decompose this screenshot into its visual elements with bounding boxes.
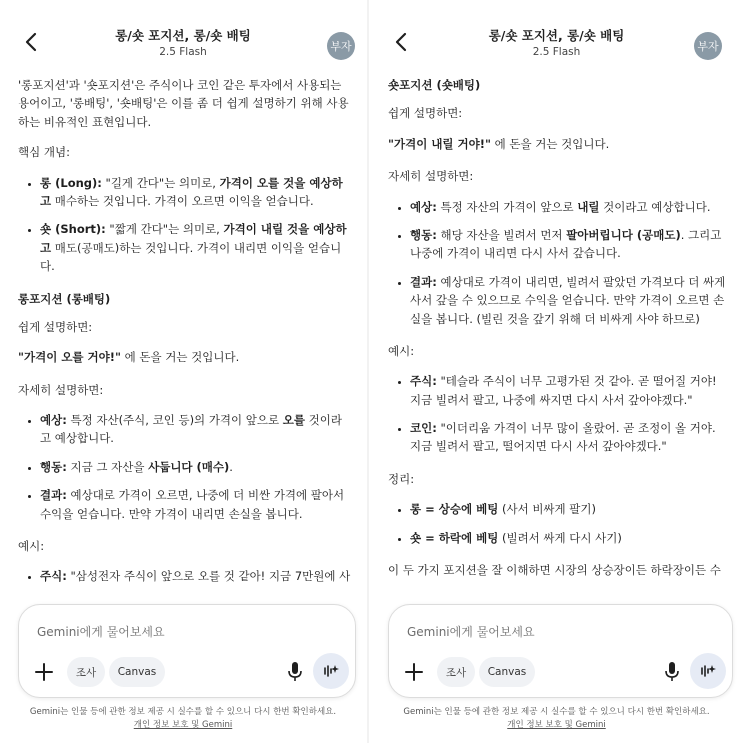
list-item-tail: 것이라고 예상합니다. (40, 413, 342, 446)
canvas-chip[interactable]: Canvas (479, 657, 535, 687)
plus-icon[interactable] (403, 661, 425, 683)
footer (370, 706, 743, 732)
live-button[interactable] (690, 653, 726, 689)
disclaimer: Gemini는 인물 등에 관한 정보 제공 시 실수를 할 수 있으니 다시 한번 확인하세요. (29, 707, 337, 717)
list-item-tail: 것이라고 예상합니다. (599, 199, 711, 214)
list-item-bold: 예상: (410, 199, 437, 214)
divider (367, 0, 369, 743)
example-label: 예시: (388, 343, 415, 358)
list-item-bold: 결과: (410, 274, 437, 289)
easy-label: 쉽게 설명하면: (18, 319, 93, 334)
sparkle-icon (699, 662, 717, 680)
list-item (410, 500, 729, 518)
list-item-bold: 행동: (410, 227, 437, 242)
list-item (40, 174, 352, 211)
example-list (388, 372, 729, 456)
list-item-text: "이더리움 가격이 너무 많이 올랐어. 곧 조정이 올 거야. 지금 빌려서 팔고, 떨어지면 다시 사서 갚아야겠다." (410, 421, 716, 454)
privacy-link[interactable]: 개인 정보 보호 및 Gemini (507, 719, 606, 730)
list-item-text: 특정 자산의 가격이 앞으로 (436, 199, 578, 214)
model-label[interactable]: 2.5 Flash (159, 46, 207, 58)
research-chip[interactable]: 조사 (437, 657, 475, 687)
closing-paragraph: 이 두 가지 포지션을 잘 이해하면 시장의 상승장이든 하락장이든 수 (388, 563, 721, 578)
list-item-text: 예상대로 가격이 오르면, 나중에 더 비싼 가격에 팔아서 수익을 얻습니다. 만약 가격이 내리면 손실을 봅니다. (40, 488, 345, 521)
list-item-bold: 숏 (Short): (40, 222, 106, 237)
prompt-box[interactable] (388, 604, 733, 698)
list-item-text: (사서 비싸게 팔기) (498, 502, 597, 517)
list-item (410, 273, 729, 328)
list-item (410, 198, 729, 216)
research-chip[interactable]: 조사 (67, 657, 105, 687)
example-label: 예시: (18, 539, 45, 554)
list-item-bold: 예상: (40, 413, 67, 428)
list-item-text: 예상대로 가격이 내리면, 빌려서 팔았던 가격보다 더 싸게 사서 갚을 수 있으므로 수익을 얻습니다. 만약 가격이 오르면 손실을 봅니다. (빌린 것을 갚기 위해 더 비싸게 사야 하므로) (410, 274, 726, 326)
privacy-link[interactable]: 개인 정보 보호 및 Gemini (133, 719, 233, 730)
list-item-tail: 매도(공매도)하는 것입니다. 가격이 내리면 이익을 얻습니다. (40, 240, 342, 274)
list-item-bold2: 오를 (282, 413, 306, 428)
list-item-bold: 롱 (Long): (40, 175, 102, 190)
prompt-input[interactable]: Gemini에게 물어보세요 (407, 625, 535, 639)
microphone-icon[interactable] (664, 661, 680, 683)
list-item (410, 529, 729, 547)
list-item-bold2: 사둡니다 (매수) (148, 459, 230, 474)
list-item-text: "짧게 간다"는 의미로, (105, 222, 224, 237)
long-heading: 롱포지션 (롱배팅) (18, 291, 111, 306)
list-item-bold: 행동: (40, 459, 67, 474)
long-quote: "가격이 오를 거야!" (18, 350, 121, 365)
list-item-text: "삼성전자 주식이 앞으로 오를 것 같아! 지금 7만원에 사 (66, 569, 351, 584)
sparkle-icon (322, 662, 340, 680)
model-label[interactable]: 2.5 Flash (532, 46, 581, 58)
list-item-bold: 코인: (410, 421, 437, 436)
list-item-text: 지금 그 자산을 (66, 459, 149, 474)
list-item (410, 372, 729, 409)
left-screen (0, 0, 366, 743)
short-quote-tail: 에 돈을 거는 것입니다. (491, 136, 610, 151)
summary-list (388, 500, 729, 547)
plus-icon[interactable] (33, 661, 55, 683)
header (370, 0, 743, 68)
long-quote-line (18, 348, 352, 366)
response-content (388, 76, 729, 589)
detail-label: 자세히 설명하면: (18, 382, 104, 397)
footer (0, 706, 366, 732)
canvas-chip[interactable]: Canvas (109, 657, 165, 687)
list-item-bold2: 팔아버립니다 (공매도) (566, 227, 681, 242)
short-heading: 숏포지션 (숏배팅) (388, 78, 481, 92)
list-item-bold2: 내릴 (577, 199, 600, 214)
list-item-text: "테슬라 주식이 너무 고평가된 것 같아. 곧 떨어질 거야! 지금 빌려서 팔고, 나중에 싸지면 다시 사서 갚아야겠다." (410, 374, 717, 407)
short-quote-line (388, 135, 729, 153)
list-item-bold: 결과: (40, 488, 67, 503)
list-item-tail: 매수하는 것입니다. 가격이 오르면 이익을 얻습니다. (51, 193, 314, 208)
list-item-text: 특정 자산(주식, 코인 등)의 가격이 앞으로 (66, 413, 283, 428)
intro-paragraph: '롱포지션'과 '숏포지션'은 주식이나 코인 같은 투자에서 사용되는 용어이고, '롱배팅', '숏배팅'은 이를 좀 더 쉽게 설명하기 위해 사용하는 비유적인 표현입니다. (18, 78, 349, 129)
response-content (18, 76, 352, 600)
list-item-tail: . (229, 459, 233, 474)
core-label: 핵심 개념: (18, 145, 70, 160)
detail-list (18, 411, 352, 523)
list-item-bold2: 가격이 내릴 것을 예상하고 (40, 222, 347, 255)
core-list (18, 174, 352, 276)
prompt-box[interactable] (18, 604, 356, 698)
avatar[interactable]: 부자 (327, 32, 355, 60)
chat-title: 롱/숏 포지션, 롱/숏 배팅 (488, 28, 625, 43)
live-button[interactable] (313, 653, 349, 689)
list-item-text: "길게 간다"는 의미로, (101, 175, 220, 190)
microphone-icon[interactable] (287, 661, 303, 683)
summary-label: 정리: (388, 471, 415, 486)
list-item (410, 419, 729, 456)
disclaimer: Gemini는 인물 등에 관한 정보 제공 시 실수를 할 수 있으니 다시 한번 확인하세요. (403, 707, 710, 717)
header (0, 0, 366, 68)
list-item (40, 458, 352, 476)
avatar[interactable]: 부자 (694, 32, 722, 60)
list-item-text: 해당 자산을 빌려서 먼저 (436, 227, 567, 242)
easy-label: 쉽게 설명하면: (388, 106, 463, 121)
detail-label: 자세히 설명하면: (388, 169, 474, 184)
list-item-text: (빌려서 싸게 다시 사기) (498, 530, 622, 545)
list-item-bold: 롱 = 상승에 베팅 (410, 502, 499, 517)
list-item-tail: . 그리고 나중에 가격이 내리면 다시 사서 갚습니다. (410, 227, 722, 261)
short-quote: "가격이 내릴 거야!" (388, 136, 491, 151)
list-item-bold: 숏 = 하락에 베팅 (410, 530, 499, 545)
list-item-bold2: 가격이 오를 것을 예상하고 (40, 175, 343, 208)
prompt-input[interactable]: Gemini에게 물어보세요 (37, 625, 165, 639)
list-item (40, 486, 352, 523)
list-item (40, 567, 352, 585)
right-screen (370, 0, 743, 743)
chat-title: 롱/숏 포지션, 롱/숏 배팅 (115, 28, 251, 43)
long-quote-tail: 에 돈을 거는 것입니다. (121, 350, 240, 365)
list-item-bold: 주식: (40, 569, 67, 584)
list-item-bold: 주식: (410, 374, 437, 389)
list-item (410, 226, 729, 263)
detail-list (388, 198, 729, 328)
list-item (40, 220, 352, 275)
list-item (40, 411, 352, 448)
example-list (18, 567, 352, 585)
